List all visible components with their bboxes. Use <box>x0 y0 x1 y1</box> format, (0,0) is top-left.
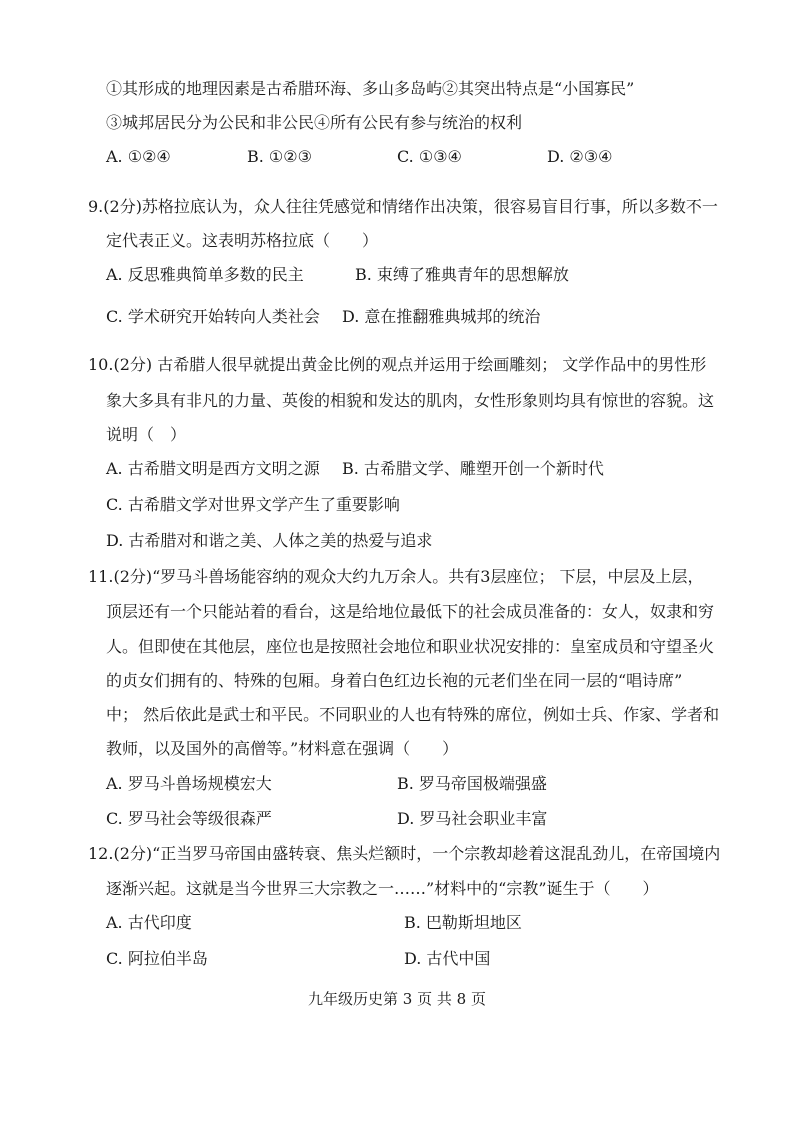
q9-option-c: C. 学术研究开始转向人类社会 <box>106 307 320 326</box>
q12-option-a: A. 古代印度 <box>106 913 192 932</box>
q8-statement-line-1: ①其形成的地理因素是古希腊环海、多山多岛屿②其突出特点是“小国寡民” <box>106 79 635 98</box>
q11-stem-line-6: 教师，以及国外的高僧等。”材料意在强调（ ） <box>106 739 459 758</box>
q11-stem-line-3: 人。但即使在其他层，座位也是按照社会地位和职业状况安排的：皇室成员和守望圣火 <box>106 637 715 656</box>
q11-stem-line-2: 顶层还有一个只能站着的看台，这是给地位最低下的社会成员准备的：女人，奴隶和穷 <box>106 602 715 621</box>
q10-stem-line-2: 象大多具有非凡的力量、英俊的相貌和发达的肌肉，女性形象则均具有惊世的容貌。这 <box>106 391 715 410</box>
q9-stem-line-1: 9.(2分)苏格拉底认为，众人往往凭感觉和情绪作出决策，很容易盲目行事，所以多数不一 <box>88 197 718 216</box>
q10-option-d: D. 古希腊对和谐之美、人体之美的热爱与追求 <box>106 531 433 550</box>
q10-option-c: C. 古希腊文学对世界文学产生了重要影响 <box>106 495 400 514</box>
q8-option-a: A. ①②④ <box>106 147 171 166</box>
q12-stem-line-1: 12.(2分)“正当罗马帝国由盛转衰、焦头烂额时，一个宗教却趁着这混乱劲儿，在帝国境内 <box>88 844 721 863</box>
q9-option-b: B. 束缚了雅典青年的思想解放 <box>355 265 569 284</box>
q11-stem-line-1: 11.(2分)“罗马斗兽场能容纳的观众大约九万余人。共有3层座位； 下层，中层及上层， <box>88 567 704 586</box>
q11-option-a: A. 罗马斗兽场规模宏大 <box>106 774 272 793</box>
q11-option-b: B. 罗马帝国极端强盛 <box>397 774 547 793</box>
q9-option-a: A. 反思雅典简单多数的民主 <box>106 265 304 284</box>
q8-statement-line-2: ③城邦居民分为公民和非公民④所有公民有参与统治的权利 <box>106 113 523 132</box>
q10-option-b: B. 古希腊文学、雕塑开创一个新时代 <box>342 459 604 478</box>
q8-option-c: C. ①③④ <box>397 147 462 166</box>
q12-option-d: D. 古代中国 <box>404 949 491 968</box>
q12-option-b: B. 巴勒斯坦地区 <box>404 913 522 932</box>
q8-option-d: D. ②③④ <box>547 147 613 166</box>
q8-option-b: B. ①②③ <box>247 147 312 166</box>
q11-stem-line-4: 的贞女们拥有的、特殊的包厢。身着白色红边长袍的元老们坐在同一层的“唱诗席” <box>106 671 683 690</box>
q9-stem-line-2: 定代表正义。这表明苏格拉底（ ） <box>106 231 379 250</box>
page-footer: 九年级历史第 3 页 共 8 页 <box>308 990 486 1008</box>
q11-stem-line-5: 中； 然后依此是武士和平民。不同职业的人也有特殊的席位，例如士兵、作家、学者和 <box>106 705 720 724</box>
q12-option-c: C. 阿拉伯半岛 <box>106 949 208 968</box>
q12-stem-line-2: 逐渐兴起。这就是当今世界三大宗教之一……”材料中的“宗教”诞生于（ ） <box>106 879 659 898</box>
q9-option-d: D. 意在推翻雅典城邦的统治 <box>342 307 541 326</box>
q10-stem-line-3: 说明（ ） <box>106 425 187 444</box>
q11-option-c: C. 罗马社会等级很森严 <box>106 809 272 828</box>
q10-option-a: A. 古希腊文明是西方文明之源 <box>106 459 320 478</box>
q11-option-d: D. 罗马社会职业丰富 <box>397 809 548 828</box>
q10-stem-line-1: 10.(2分) 古希腊人很早就提出黄金比例的观点并运用于绘画雕刻； 文学作品中的男性形 <box>88 355 707 374</box>
